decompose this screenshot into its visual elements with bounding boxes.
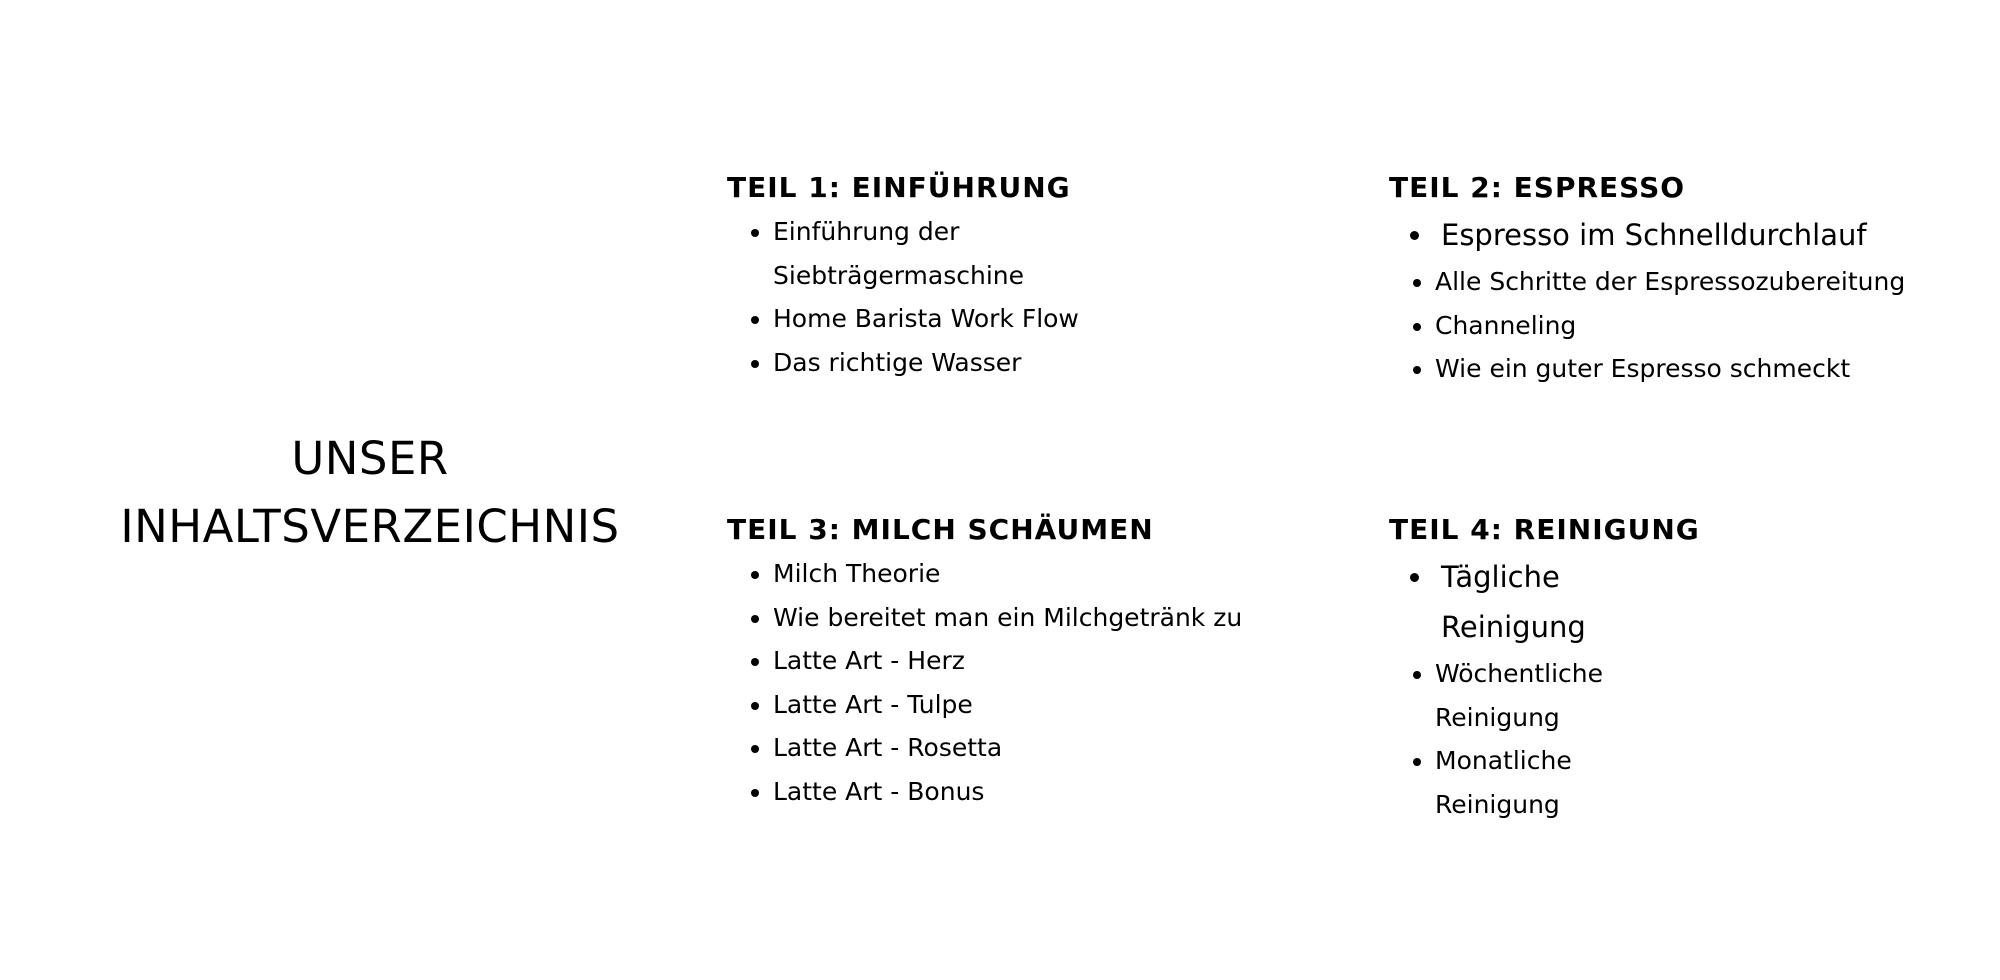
section-list-part-2 — [1389, 210, 1989, 391]
list-item: • Milch Theorie — [773, 552, 1327, 596]
section-list-part-4 — [1389, 552, 1695, 826]
section-part-3 — [727, 510, 1327, 813]
page-title-line-2: INHALTSVERZEICHNIS — [120, 500, 620, 553]
list-item: • Latte Art - Bonus — [773, 770, 1327, 814]
page-title-line-1: UNSER — [291, 432, 449, 485]
section-list-part-3 — [727, 552, 1327, 813]
section-list-part-1 — [727, 210, 1093, 384]
section-part-1 — [727, 168, 1327, 384]
list-item: • Wie bereitet man ein Milchgetränk zu — [773, 596, 1327, 640]
list-item: • Wöchentliche Reinigung — [1435, 652, 1695, 739]
section-heading-part-1: TEIL 1: EINFÜHRUNG — [727, 171, 1071, 204]
list-item: • Monatliche Reinigung — [1435, 739, 1695, 826]
section-heading-part-2: TEIL 2: ESPRESSO — [1389, 171, 1686, 204]
section-part-4 — [1389, 510, 1989, 826]
list-item: • Espresso im Schnelldurchlauf — [1435, 210, 1989, 260]
list-item: • Latte Art - Herz — [773, 639, 1327, 683]
section-heading-part-4: TEIL 4: REINIGUNG — [1389, 513, 1700, 546]
list-item: • Wie ein guter Espresso schmeckt — [1435, 347, 1989, 391]
list-item: • Home Barista Work Flow — [773, 297, 1093, 341]
list-item: • Latte Art - Rosetta — [773, 726, 1327, 770]
list-item: • Tägliche Reinigung — [1435, 552, 1695, 652]
list-item: • Channeling — [1435, 304, 1989, 348]
list-item: • Alle Schritte der Espressozubereitung — [1435, 260, 1989, 304]
list-item: • Das richtige Wasser — [773, 341, 1093, 385]
section-heading-part-3: TEIL 3: MILCH SCHÄUMEN — [727, 513, 1154, 546]
list-item: • Latte Art - Tulpe — [773, 683, 1327, 727]
list-item: • Einführung der Siebträgermaschine — [773, 210, 1093, 297]
page-title — [120, 425, 620, 561]
section-part-2 — [1389, 168, 1989, 391]
